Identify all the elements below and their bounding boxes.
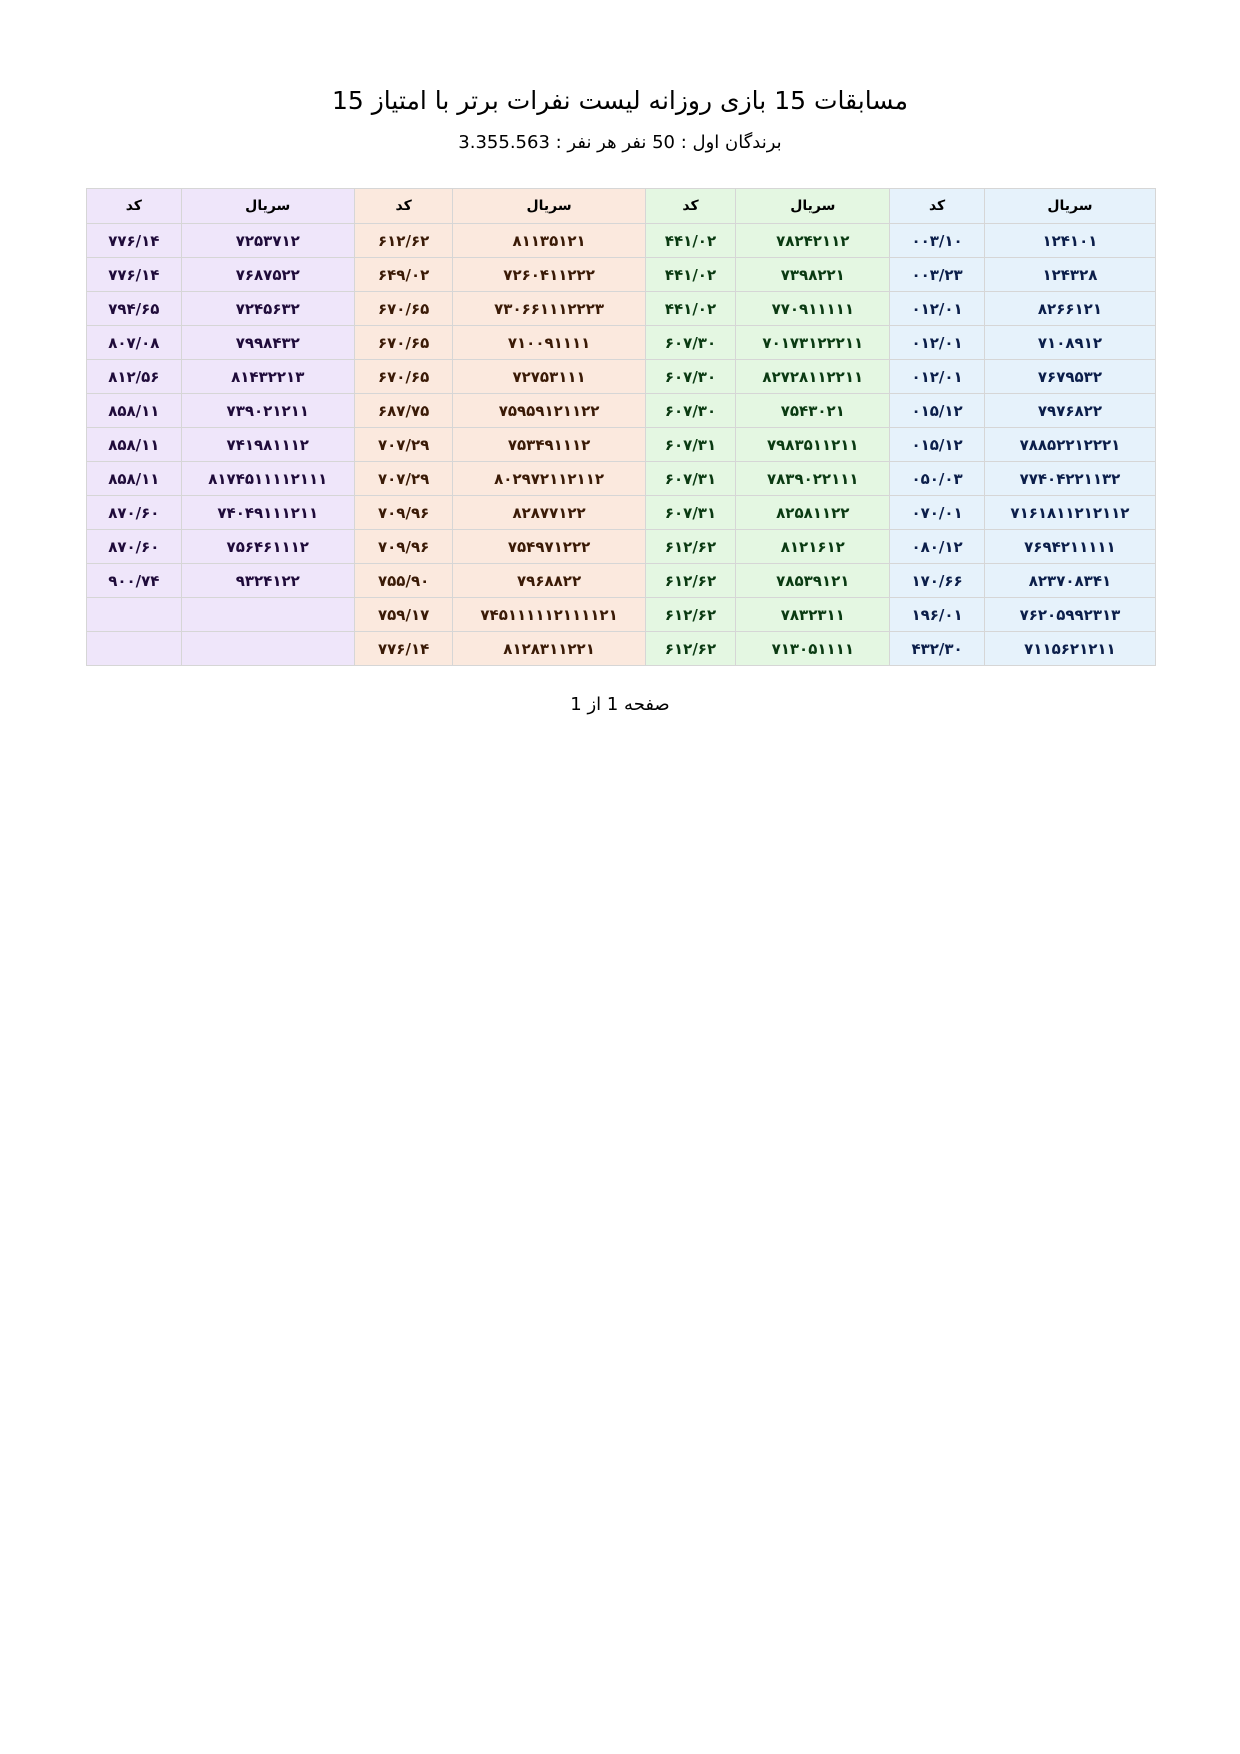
serial-cell: ۱۲۴۳۲۸ — [984, 258, 1155, 292]
serial-cell: ۷۵۴۹۷۱۲۲۲ — [453, 530, 645, 564]
table-row — [87, 224, 1156, 258]
table-row — [87, 564, 1156, 598]
code-cell: ۴۴۱/۰۲ — [645, 258, 736, 292]
serial-cell: ۷۸۳۹۰۲۲۱۱۱ — [736, 462, 890, 496]
header-serial: سریال — [984, 189, 1155, 224]
code-cell: ۰۸۰/۱۲ — [890, 530, 985, 564]
header-code: کد — [87, 189, 182, 224]
serial-cell: ۷۹۷۶۸۲۲ — [984, 394, 1155, 428]
code-cell: ۰۱۵/۱۲ — [890, 394, 985, 428]
page-subtitle: برندگان اول : 50 نفر هر نفر : 3.355.563 — [458, 132, 782, 153]
code-cell: ۷۰۹/۹۶ — [354, 496, 453, 530]
code-cell: ۷۷۶/۱۴ — [87, 224, 182, 258]
code-cell: ۰۰۳/۱۰ — [890, 224, 985, 258]
code-cell — [87, 598, 182, 632]
code-cell: ۷۰۷/۲۹ — [354, 428, 453, 462]
serial-cell: ۸۱۷۴۵۱۱۱۱۲۱۱۱ — [181, 462, 354, 496]
serial-cell: ۸۲۳۷۰۸۳۴۱ — [984, 564, 1155, 598]
serial-cell: ۸۲۸۷۷۱۲۲ — [453, 496, 645, 530]
code-cell: ۸۱۲/۵۶ — [87, 360, 182, 394]
serial-cell: ۸۱۴۳۲۲۱۳ — [181, 360, 354, 394]
serial-cell: ۷۹۹۸۴۳۲ — [181, 326, 354, 360]
code-cell: ۶۰۷/۳۰ — [645, 326, 736, 360]
serial-cell: ۷۶۲۰۵۹۹۲۳۱۳ — [984, 598, 1155, 632]
table-row — [87, 394, 1156, 428]
table-body — [87, 224, 1156, 666]
serial-cell: ۸۰۲۹۷۲۱۱۲۱۱۲ — [453, 462, 645, 496]
serial-cell: ۷۸۸۵۲۲۱۲۲۲۱ — [984, 428, 1155, 462]
code-cell — [87, 632, 182, 666]
serial-cell: ۷۲۴۵۶۳۲ — [181, 292, 354, 326]
code-cell: ۰۱۲/۰۱ — [890, 292, 985, 326]
code-cell: ۶۰۷/۳۱ — [645, 428, 736, 462]
code-cell: ۶۷۰/۶۵ — [354, 326, 453, 360]
code-cell: ۰۰۳/۲۳ — [890, 258, 985, 292]
serial-cell: ۷۱۰۰۹۱۱۱۱ — [453, 326, 645, 360]
serial-cell: ۷۵۶۴۶۱۱۱۲ — [181, 530, 354, 564]
serial-cell: ۷۹۸۳۵۱۱۲۱۱ — [736, 428, 890, 462]
table-header-row — [87, 189, 1156, 224]
code-cell: ۰۱۵/۱۲ — [890, 428, 985, 462]
table-row — [87, 462, 1156, 496]
header-serial: سریال — [181, 189, 354, 224]
code-cell: ۶۰۷/۳۰ — [645, 394, 736, 428]
header-code: کد — [890, 189, 985, 224]
serial-cell: ۸۱۱۳۵۱۲۱ — [453, 224, 645, 258]
code-cell: ۶۴۹/۰۲ — [354, 258, 453, 292]
serial-cell: ۷۴۰۴۹۱۱۱۲۱۱ — [181, 496, 354, 530]
serial-cell: ۷۵۴۳۰۲۱ — [736, 394, 890, 428]
page-title: مسابقات 15 بازی روزانه لیست نفرات برتر با امتیاز 15 — [331, 86, 909, 115]
header-code: کد — [354, 189, 453, 224]
serial-cell: ۷۸۲۴۲۱۱۲ — [736, 224, 890, 258]
serial-cell: ۷۲۶۰۴۱۱۲۲۲ — [453, 258, 645, 292]
table-row — [87, 530, 1156, 564]
serial-cell: ۷۳۰۶۶۱۱۱۲۲۲۳ — [453, 292, 645, 326]
code-cell: ۸۵۸/۱۱ — [87, 394, 182, 428]
serial-cell: ۷۸۵۳۹۱۲۱ — [736, 564, 890, 598]
serial-cell: ۷۲۵۳۷۱۲ — [181, 224, 354, 258]
serial-cell: ۷۶۹۴۲۱۱۱۱۱ — [984, 530, 1155, 564]
table-row — [87, 258, 1156, 292]
serial-cell: ۸۲۶۶۱۲۱ — [984, 292, 1155, 326]
code-cell: ۶۸۷/۷۵ — [354, 394, 453, 428]
serial-cell: ۹۳۲۴۱۲۲ — [181, 564, 354, 598]
header-code: کد — [645, 189, 736, 224]
serial-cell: ۷۱۶۱۸۱۱۲۱۲۱۱۲ — [984, 496, 1155, 530]
code-cell: ۷۰۹/۹۶ — [354, 530, 453, 564]
code-cell: ۸۵۸/۱۱ — [87, 462, 182, 496]
serial-cell: ۸۲۷۲۸۱۱۲۲۱۱ — [736, 360, 890, 394]
serial-cell — [181, 632, 354, 666]
serial-cell: ۷۷۰۹۱۱۱۱۱ — [736, 292, 890, 326]
code-cell: ۶۱۲/۶۲ — [645, 598, 736, 632]
code-cell: ۰۱۲/۰۱ — [890, 360, 985, 394]
code-cell: ۶۰۷/۳۱ — [645, 462, 736, 496]
serial-cell: ۷۱۰۸۹۱۲ — [984, 326, 1155, 360]
serial-cell: ۱۲۴۱۰۱ — [984, 224, 1155, 258]
code-cell: ۱۹۶/۰۱ — [890, 598, 985, 632]
code-cell: ۸۵۸/۱۱ — [87, 428, 182, 462]
serial-cell: ۷۵۳۴۹۱۱۱۲ — [453, 428, 645, 462]
serial-cell: ۸۲۵۸۱۱۲۲ — [736, 496, 890, 530]
code-cell: ۱۷۰/۶۶ — [890, 564, 985, 598]
table-row — [87, 292, 1156, 326]
serial-cell: ۸۱۲۱۶۱۲ — [736, 530, 890, 564]
code-cell: ۸۷۰/۶۰ — [87, 530, 182, 564]
code-cell: ۶۱۲/۶۲ — [354, 224, 453, 258]
code-cell: ۶۰۷/۳۱ — [645, 496, 736, 530]
serial-cell: ۷۰۱۷۳۱۲۲۲۱۱ — [736, 326, 890, 360]
serial-cell: ۷۴۱۹۸۱۱۱۲ — [181, 428, 354, 462]
serial-cell: ۷۶۸۷۵۲۲ — [181, 258, 354, 292]
serial-cell: ۷۵۹۵۹۱۲۱۱۲۲ — [453, 394, 645, 428]
code-cell: ۰۷۰/۰۱ — [890, 496, 985, 530]
header-serial: سریال — [736, 189, 890, 224]
code-cell: ۴۳۲/۳۰ — [890, 632, 985, 666]
serial-cell: ۷۱۳۰۵۱۱۱۱ — [736, 632, 890, 666]
code-cell: ۶۱۲/۶۲ — [645, 530, 736, 564]
serial-cell: ۷۳۹۰۲۱۲۱۱ — [181, 394, 354, 428]
table-row — [87, 496, 1156, 530]
code-cell: ۴۴۱/۰۲ — [645, 292, 736, 326]
code-cell: ۹۰۰/۷۴ — [87, 564, 182, 598]
code-cell: ۶۰۷/۳۰ — [645, 360, 736, 394]
code-cell: ۰۱۲/۰۱ — [890, 326, 985, 360]
serial-cell: ۷۹۶۸۸۲۲ — [453, 564, 645, 598]
table-row — [87, 632, 1156, 666]
table-row — [87, 598, 1156, 632]
serial-cell: ۷۷۴۰۴۲۲۱۱۳۲ — [984, 462, 1155, 496]
code-cell: ۸۰۷/۰۸ — [87, 326, 182, 360]
code-cell: ۷۵۵/۹۰ — [354, 564, 453, 598]
code-cell: ۶۱۲/۶۲ — [645, 564, 736, 598]
table-row — [87, 360, 1156, 394]
header-serial: سریال — [453, 189, 645, 224]
table-row — [87, 428, 1156, 462]
page-footer: صفحه 1 از 1 — [570, 694, 670, 715]
serial-cell: ۷۴۵۱۱۱۱۱۲۱۱۱۱۲۱ — [453, 598, 645, 632]
serial-cell: ۷۳۹۸۲۲۱ — [736, 258, 890, 292]
serial-cell: ۷۲۷۵۳۱۱۱ — [453, 360, 645, 394]
code-cell: ۴۴۱/۰۲ — [645, 224, 736, 258]
serial-cell — [181, 598, 354, 632]
code-cell: ۷۷۶/۱۴ — [354, 632, 453, 666]
code-cell: ۶۱۲/۶۲ — [645, 632, 736, 666]
code-cell: ۶۷۰/۶۵ — [354, 292, 453, 326]
serial-cell: ۸۱۲۸۳۱۱۲۲۱ — [453, 632, 645, 666]
table-row — [87, 326, 1156, 360]
results-table — [86, 188, 1156, 666]
code-cell: ۶۷۰/۶۵ — [354, 360, 453, 394]
code-cell: ۰۵۰/۰۳ — [890, 462, 985, 496]
code-cell: ۷۰۷/۲۹ — [354, 462, 453, 496]
serial-cell: ۷۶۷۹۵۳۲ — [984, 360, 1155, 394]
code-cell: ۷۵۹/۱۷ — [354, 598, 453, 632]
serial-cell: ۷۸۳۲۳۱۱ — [736, 598, 890, 632]
code-cell: ۷۷۶/۱۴ — [87, 258, 182, 292]
code-cell: ۸۷۰/۶۰ — [87, 496, 182, 530]
code-cell: ۷۹۴/۶۵ — [87, 292, 182, 326]
serial-cell: ۷۱۱۵۶۲۱۲۱۱ — [984, 632, 1155, 666]
